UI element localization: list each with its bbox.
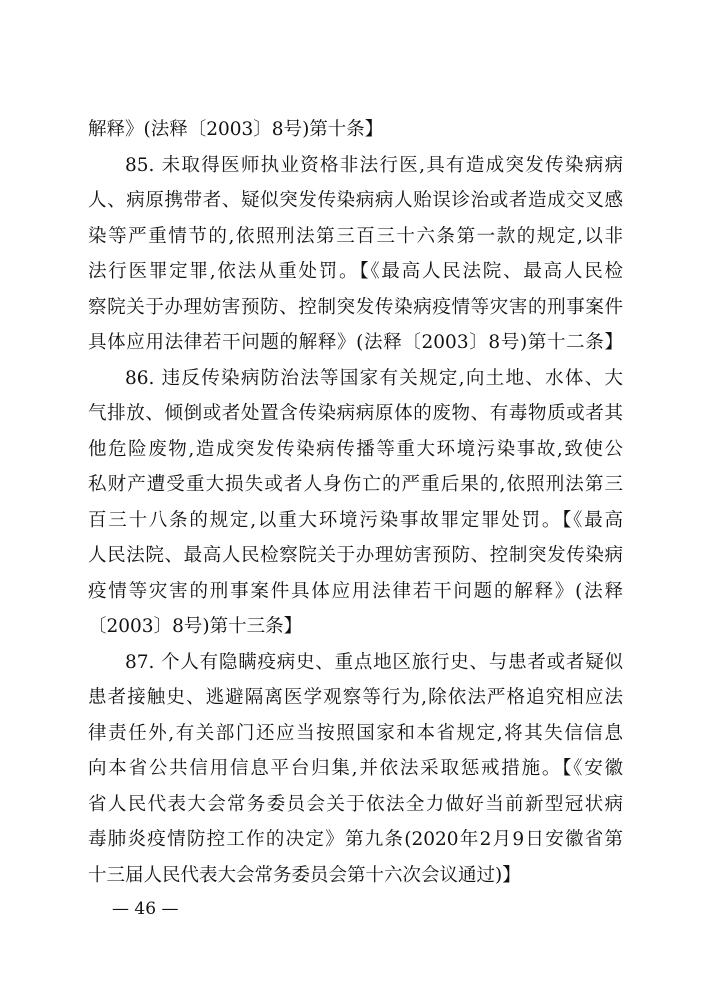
page-number: — 46 —	[112, 899, 179, 919]
paragraph-87-line: 87. 个人有隐瞒疫病史、重点地区旅行史、与患者或者疑似	[125, 651, 623, 673]
text-line: 具体应用法律若干问题的解释》(法释〔2003〕8号)第十二条】	[88, 332, 623, 353]
text-line: 毒肺炎疫情防控工作的决定》第九条(2020年2月9日安徽省第	[88, 829, 623, 850]
text-line: 察院关于办理妨害预防、控制突发传染病疫情等灾害的刑事案件	[88, 296, 623, 318]
text-line: 私财产遭受重大损失或者人身伤亡的严重后果的,依照刑法第三	[88, 474, 623, 495]
text-line: 气排放、倾倒或者处置含传染病病原体的废物、有毒物质或者其	[88, 403, 623, 424]
text-line: 省人民代表大会常务委员会关于依法全力做好当前新型冠状病	[88, 793, 623, 815]
text-line: 律责任外,有关部门还应当按照国家和本省规定,将其失信信息	[88, 722, 623, 744]
text-line: 解释》(法释〔2003〕8号)第十条】	[88, 119, 384, 140]
body-text	[88, 112, 623, 893]
text-line: 向本省公共信用信息平台归集,并依法采取惩戒措施。【《安徽	[88, 758, 623, 779]
paragraph-86-line: 86. 违反传染病防治法等国家有关规定,向土地、水体、大	[125, 367, 623, 389]
text-line: 法行医罪定罪,依法从重处罚。【《最高人民法院、最高人民检	[88, 261, 623, 282]
text-line: 他危险废物,造成突发传染病传播等重大环境污染事故,致使公	[88, 438, 623, 460]
paragraph-85-line: 85. 未取得医师执业资格非法行医,具有造成突发传染病病	[125, 154, 623, 176]
text-line: 十三届人民代表大会常务委员会第十六次会议通过)】	[88, 864, 521, 886]
text-line: 人、病原携带者、疑似突发传染病病人贻误诊治或者造成交叉感	[88, 190, 623, 211]
text-line: 人民法院、最高人民检察院关于办理妨害预防、控制突发传染病	[88, 545, 623, 566]
text-line: 患者接触史、逃避隔离医学观察等行为,除依法严格追究相应法	[88, 687, 623, 708]
text-line: 疫情等灾害的刑事案件具体应用法律若干问题的解释》(法释	[88, 580, 623, 602]
text-line: 〔2003〕8号)第十三条】	[88, 616, 303, 637]
text-line: 百三十八条的规定,以重大环境污染事故罪定罪处罚。【《最高	[88, 509, 623, 531]
text-line: 染等严重情节的,依照刑法第三百三十六条第一款的规定,以非	[88, 225, 623, 247]
